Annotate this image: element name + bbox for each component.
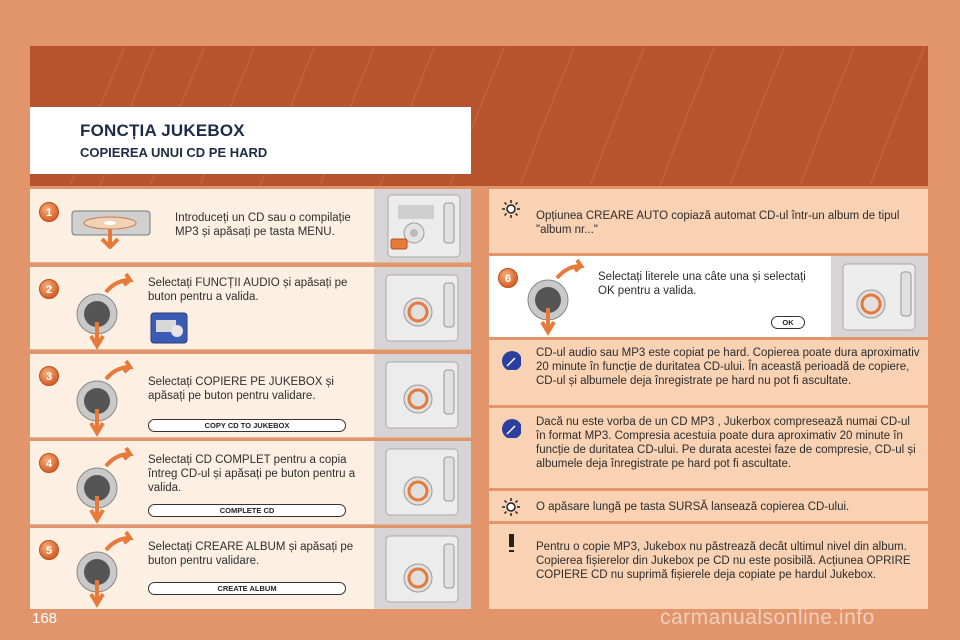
radio-controls-image: [374, 354, 471, 438]
info-copy-hard: [489, 340, 928, 405]
page-subtitle: COPIEREA UNUI CD PE HARD: [80, 145, 268, 160]
audio-functions-icon: [150, 312, 188, 344]
sun-tip-icon: [501, 497, 521, 517]
radio-panel-3: [374, 354, 471, 437]
tip-long-press: [489, 491, 928, 521]
info-icon: [501, 418, 521, 438]
radio-unit-image: [374, 189, 471, 263]
step-6: [489, 256, 928, 337]
step-number-1: 1: [39, 202, 59, 222]
rotary-knob-icon: [70, 359, 140, 437]
step-3: [30, 354, 471, 438]
step-1: [30, 189, 471, 263]
radio-panel-2: [374, 267, 471, 349]
radio-controls-image: [831, 256, 928, 337]
step-3-text: Selectați COPIERE PE JUKEBOX și apăsați pe buton pentru validare.: [148, 376, 334, 402]
warning-mp3: [489, 524, 928, 609]
step-6-text: Selectați literele una câte una și selectați OK pentru a valida.: [598, 271, 806, 297]
rotary-knob-icon: [70, 446, 140, 524]
info-copy-hard-text: CD-ul audio sau MP3 este copiat pe hard. Copierea poate dura aproximativ 20 minute în funcție de duritatea CD-ului. În această perioadă de copiere, CD-ul și albumele deja înregistrate pe hard nu pot fi ascultate.: [536, 347, 920, 387]
ok-button-label: OK: [771, 316, 805, 329]
menu-option-create-album: CREATE ALBUM: [148, 582, 346, 595]
rotary-knob-icon: [521, 258, 591, 336]
step-number-3: 3: [39, 366, 59, 386]
step-5: [30, 528, 471, 609]
step-2: [30, 267, 471, 350]
radio-panel-5: [374, 528, 471, 609]
rotary-knob-icon: [70, 272, 140, 350]
rotary-knob-icon: [70, 530, 140, 608]
info-compression: [489, 408, 928, 488]
sun-tip-icon: [501, 199, 521, 219]
watermark: carmanualsonline.info: [660, 606, 875, 629]
step-4-text: Selectați CD COMPLET pentru a copia întreg CD-ul și apăsați pe buton pentru a valida.: [148, 454, 356, 494]
step-4: [30, 441, 471, 525]
radio-controls-image: [374, 267, 471, 350]
info-compression-text: Dacă nu este vorba de un CD MP3 , Jukerbox compresează numai CD-ul în format MP3. Compresia acestuia poate dura aproximativ 20 minute în funcție de duritatea CD-ului. Pe durata acestei faze de compresie, CD-ul și albumele deja înregistrate pe hard pot fi ascultate.: [536, 416, 916, 470]
tip-long-press-text: O apăsare lungă pe tasta SURSĂ lansează copierea CD-ului.: [536, 501, 850, 513]
step-number-6: 6: [498, 268, 518, 288]
info-icon: [501, 350, 521, 370]
menu-option-complete-cd: COMPLETE CD: [148, 504, 346, 517]
warning-mp3-text: Pentru o copie MP3, Jukebox nu păstrează decât ultimul nivel din album. Copierea fișierelor din Jukebox pe CD nu este posibilă. Acțiunea OPRIRE COPIERE CD nu suprimă fișierele deja copiate pe hardul Jukebox.: [536, 541, 911, 581]
step-number-2: 2: [39, 279, 59, 299]
page-number: 168: [32, 610, 58, 627]
radio-controls-image: [374, 528, 471, 609]
cd-slot-icon: [70, 209, 152, 249]
step-5-text: Selectați CREARE ALBUM și apăsați pe buton pentru validare.: [148, 541, 354, 567]
radio-controls-image: [374, 441, 471, 525]
step-1-text: Introduceți un CD sau o compilație MP3 și apăsați pe tasta MENU.: [175, 212, 351, 238]
warning-exclamation-icon: [501, 532, 521, 552]
step-2-text: Selectați FUNCȚII AUDIO și apăsați pe buton pentru a valida.: [148, 277, 348, 303]
tip-auto-create: [489, 189, 928, 253]
menu-option-copy-cd: COPY CD TO JUKEBOX: [148, 419, 346, 432]
radio-panel-6: [831, 256, 928, 337]
step-number-4: 4: [39, 453, 59, 473]
step-number-5: 5: [39, 540, 59, 560]
page-title: FONCȚIA JUKEBOX: [80, 121, 245, 140]
radio-panel-1: [374, 189, 471, 262]
radio-panel-4: [374, 441, 471, 524]
tip-auto-create-text: Opțiunea CREARE AUTO copiază automat CD-ul într-un album de tipul "album nr...": [536, 210, 900, 236]
